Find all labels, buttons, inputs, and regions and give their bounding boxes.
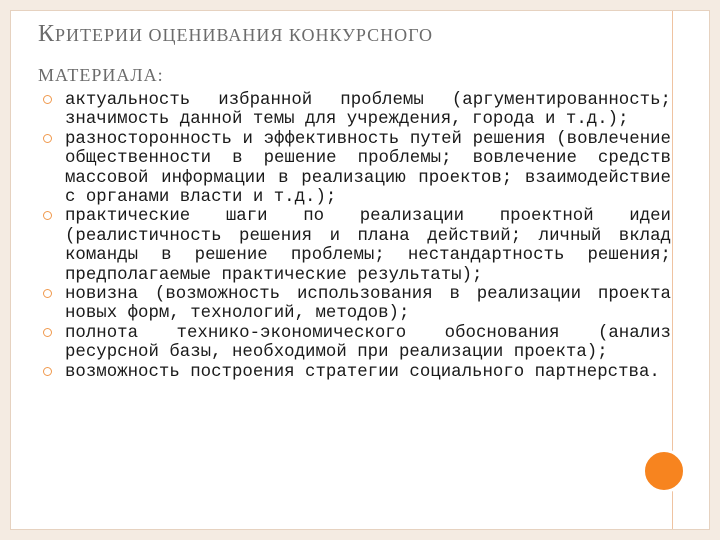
- slide-title: [38, 14, 433, 95]
- criteria-text: актуальность избранной проблемы (аргументированность; значимость данной темы для учреждения, города и т.д.);: [65, 91, 671, 130]
- criteria-text: полнота технико-экономического обоснования (анализ ресурсной базы, необходимой при реализации проекта);: [65, 323, 671, 363]
- criteria-item: [43, 91, 671, 130]
- bullet-circle-icon: [43, 134, 52, 143]
- bullet-circle-icon: [43, 95, 52, 104]
- criteria-list: [43, 91, 671, 382]
- orange-circle-icon: [642, 449, 686, 493]
- bullet-circle-icon: [43, 289, 52, 298]
- criteria-item: [43, 285, 671, 324]
- bullet-circle-icon: [43, 211, 52, 220]
- criteria-item: [43, 130, 671, 208]
- title-line-1: РИТЕРИИ ОЦЕНИВАНИЯ КОНКУРСНОГО: [55, 25, 434, 45]
- criteria-text: новизна (возможность использования в реализации проекта новых форм, технологий, методов);: [65, 285, 671, 324]
- criteria-item: [43, 363, 671, 382]
- title-first-letter: К: [38, 21, 56, 47]
- criteria-item: [43, 207, 671, 285]
- bullet-circle-icon: [43, 367, 52, 376]
- criteria-item: [43, 324, 671, 363]
- criteria-text: практические шаги по реализации проектной идеи (реалистичность решения и плана действий; личный вклад команды в решение проблемы; нестандартность решения; предполагаемые практические результаты);: [65, 207, 671, 285]
- bullet-circle-icon: [43, 328, 52, 337]
- criteria-text: возможность построения стратегии социального партнерства.: [65, 362, 660, 382]
- criteria-text: разносторонность и эффективность путей решения (вовлечение общественности в решение проблемы; вовлечение средств массовой информации в реализацию проектов; взаимодействие с органами власти и т.д.);: [65, 129, 671, 208]
- title-line-2: МАТЕРИАЛА:: [38, 65, 164, 85]
